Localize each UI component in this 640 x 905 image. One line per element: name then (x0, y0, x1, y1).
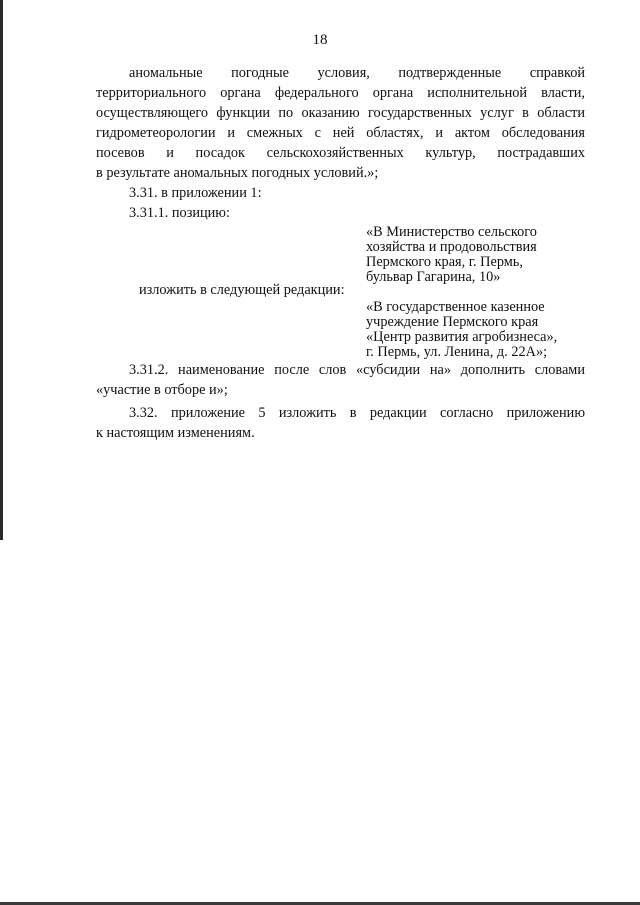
paragraph-line: территориального органа федерального органа исполнительной власти, (96, 85, 585, 101)
item-3-31-2-line: «участие в отборе и»; (96, 382, 228, 398)
scan-left-edge (0, 0, 3, 540)
item-3-32-line: 3.32. приложение 5 изложить в редакции согласно приложению (129, 405, 585, 421)
new-position-line: учреждение Пермского края (366, 314, 539, 330)
izlozhit-label: изложить в следующей редакции: (139, 282, 345, 298)
paragraph-line: аномальные погодные условия, подтвержденные справкой (129, 65, 585, 81)
old-position-line: Пермского края, г. Пермь, (366, 254, 523, 270)
old-position-quote (366, 225, 537, 285)
item-3-31-2-line: 3.31.2. наименование после слов «субсидии на» дополнить словами (129, 362, 585, 378)
new-position-line: г. Пермь, ул. Ленина, д. 22А»; (366, 344, 548, 360)
paragraph-line: в результате аномальных погодных условий.»; (96, 165, 379, 181)
paragraph-line: осуществляющего функции по оказанию государственных услуг в области (96, 105, 585, 121)
item-3-31-2 (96, 360, 585, 400)
item-3-32-line: к настоящим изменениям. (96, 425, 255, 441)
paragraph-top (96, 63, 585, 223)
old-position-line: хозяйства и продовольствия (366, 239, 537, 255)
item-3-31: 3.31. в приложении 1: (129, 185, 262, 201)
old-position-line: бульвар Гагарина, 10» (366, 269, 501, 285)
new-position-line: «В государственное казенное (366, 299, 545, 315)
item-3-32 (96, 403, 585, 443)
paragraph-line: посевов и посадок сельскохозяйственных культур, пострадавших (96, 145, 585, 161)
new-position-line: «Центр развития агробизнеса», (366, 329, 558, 345)
item-3-31-1: 3.31.1. позицию: (129, 205, 230, 221)
page-number: 18 (312, 32, 328, 48)
old-position-line: «В Министерство сельского (366, 224, 537, 240)
new-position-quote (366, 300, 557, 360)
paragraph-line: гидрометеорологии и смежных с ней областях, и актом обследования (96, 125, 585, 141)
